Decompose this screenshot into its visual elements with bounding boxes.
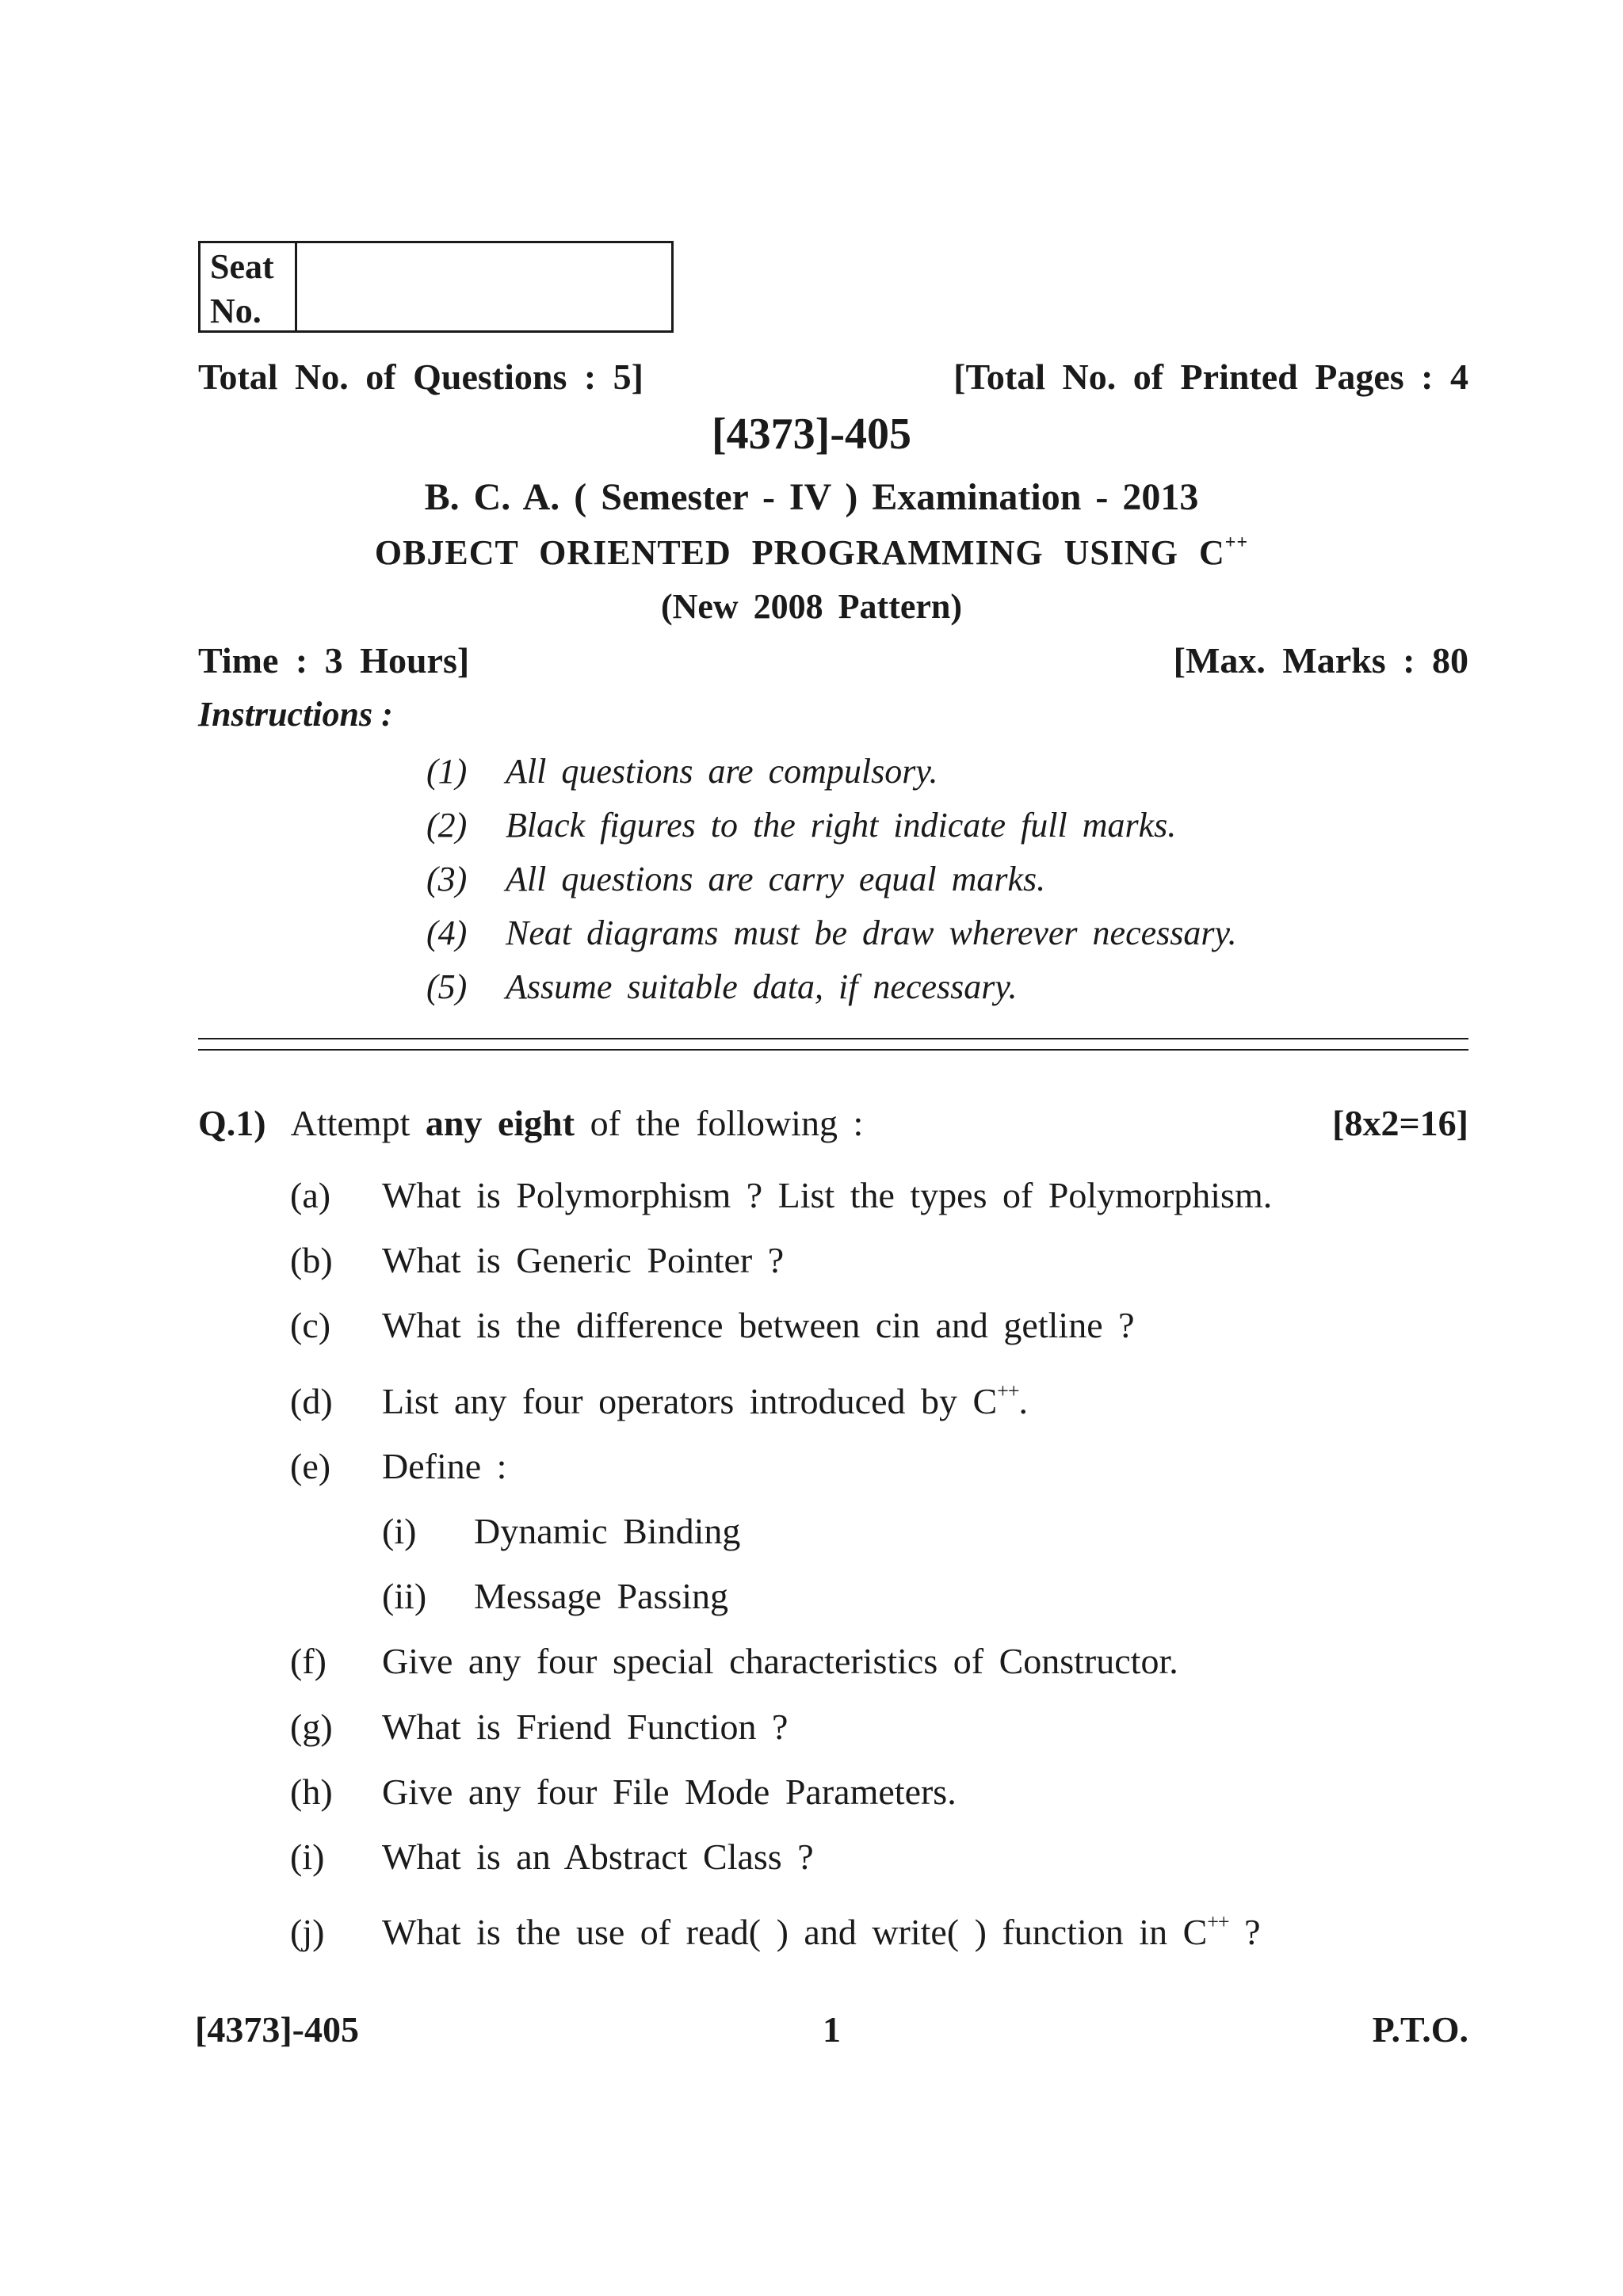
seat-label-line1: Seat (210, 247, 274, 286)
question-item (290, 1695, 1272, 1760)
instruction-number: (4) (426, 913, 468, 952)
instruction-number: (5) (426, 967, 468, 1006)
footer-page-number: 1 (823, 2009, 841, 2050)
question-item-suffix: ? (1228, 1912, 1261, 1953)
cpp-superscript: ++ (997, 1379, 1019, 1402)
question-item-label: (h) (290, 1771, 333, 1812)
question-item-label: (i) (290, 1836, 325, 1878)
question-item-text: Message Passing (474, 1576, 729, 1617)
question-item-text: Give any four File Mode Parameters. (382, 1771, 957, 1812)
time-allowed: Time : 3 Hours] (198, 640, 470, 681)
question-item-label: (d) (290, 1380, 333, 1421)
instructions-heading: Instructions : (198, 695, 393, 734)
subject-text: OBJECT ORIENTED PROGRAMMING USING C (374, 533, 1225, 572)
question-item-label: (i) (382, 1511, 417, 1552)
instruction-item (426, 960, 1237, 1014)
question-1-items (290, 1163, 1272, 1965)
instruction-item (426, 906, 1237, 960)
seat-number-box (198, 241, 674, 333)
pattern-title: (New 2008 Pattern) (660, 587, 963, 626)
question-item (290, 1760, 1272, 1825)
question-emphasis: any eight (425, 1103, 575, 1143)
question-item (290, 1359, 1272, 1434)
footer-pto: P.T.O. (1372, 2009, 1468, 2050)
instruction-item (426, 799, 1237, 852)
question-item (290, 1629, 1272, 1694)
question-item-label: (c) (290, 1305, 331, 1346)
instructions-list (426, 745, 1237, 1014)
question-1-heading (198, 1101, 1468, 1146)
question-item-label: (f) (290, 1641, 327, 1682)
question-suffix: of the following : (590, 1103, 864, 1143)
question-item (290, 1499, 1272, 1564)
question-item-label: (j) (290, 1912, 325, 1953)
instruction-number: (2) (426, 806, 468, 845)
total-pages: [Total No. of Printed Pages : 4 (953, 357, 1468, 397)
instruction-text: All questions are compulsory. (506, 752, 938, 791)
instruction-item (426, 745, 1237, 799)
seat-label-line2: No. (210, 292, 262, 330)
instruction-text: All questions are carry equal marks. (506, 860, 1046, 898)
page-footer (195, 2008, 1468, 2052)
seat-number-field (297, 243, 671, 330)
question-item-label: (a) (290, 1175, 331, 1215)
instruction-item (426, 852, 1237, 906)
question-item (290, 1228, 1272, 1293)
question-item (290, 1890, 1272, 1965)
question-item (290, 1293, 1272, 1358)
divider-line-bottom (198, 1049, 1468, 1051)
cpp-superscript: ++ (1207, 1910, 1229, 1934)
max-marks: [Max. Marks : 80 (1173, 640, 1468, 681)
question-item (290, 1825, 1272, 1890)
question-item-text: What is the difference between cin and getline ? (382, 1305, 1135, 1346)
question-item-text: Dynamic Binding (474, 1511, 741, 1552)
instruction-number: (3) (426, 860, 468, 898)
question-item (290, 1163, 1272, 1228)
question-item-text: Give any four special characteristics of Constructor. (382, 1641, 1178, 1682)
question-item-label: (ii) (382, 1576, 427, 1617)
instruction-number: (1) (426, 752, 468, 791)
question-prefix: Attempt (290, 1103, 411, 1143)
subject-title (0, 532, 1623, 573)
question-item-text: List any four operators introduced by C (382, 1380, 998, 1421)
question-item (290, 1564, 1272, 1629)
divider-line-top (198, 1038, 1468, 1039)
question-item-text: Define : (382, 1445, 507, 1486)
question-marks: [8x2=16] (1332, 1103, 1468, 1143)
question-item-label: (e) (290, 1445, 331, 1486)
question-item-text: What is the use of read( ) and write( ) function in C (382, 1912, 1208, 1953)
question-item-text: What is Polymorphism ? List the types of Polymorphism. (382, 1175, 1273, 1215)
question-number: Q.1) (198, 1103, 266, 1143)
question-item (290, 1434, 1272, 1499)
subject-superscript: ++ (1224, 532, 1249, 553)
exam-title: B. C. A. ( Semester - IV ) Examination - 2013 (424, 476, 1199, 518)
footer-paper-code: [4373]-405 (195, 2009, 359, 2050)
question-item-text: What is an Abstract Class ? (382, 1836, 814, 1878)
seat-number-label (200, 243, 297, 330)
instruction-text: Assume suitable data, if necessary. (506, 967, 1018, 1006)
question-item-text: What is Friend Function ? (382, 1706, 789, 1747)
instruction-text: Neat diagrams must be draw wherever necessary. (506, 913, 1237, 952)
question-item-suffix: . (1018, 1380, 1028, 1421)
question-item-label: (b) (290, 1240, 333, 1281)
instruction-text: Black figures to the right indicate full marks. (506, 806, 1177, 845)
question-item-text: What is Generic Pointer ? (382, 1240, 785, 1281)
total-questions: Total No. of Questions : 5] (198, 357, 643, 397)
paper-code: [4373]-405 (712, 410, 911, 459)
question-item-label: (g) (290, 1706, 333, 1747)
